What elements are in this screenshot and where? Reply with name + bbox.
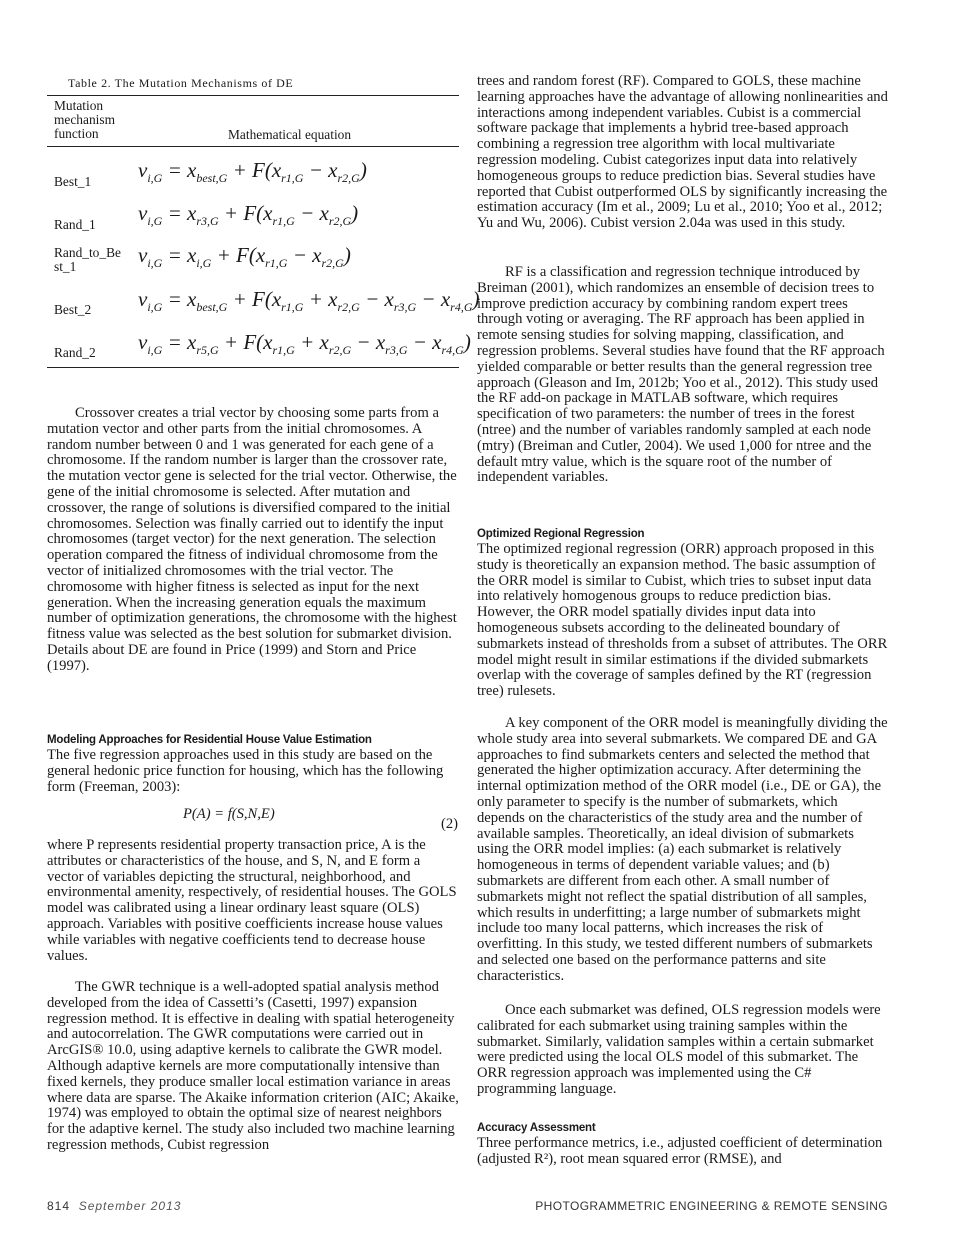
crossover-paragraph: Crossover creates a trial vector by choosing some parts from a mutation vector and other parts from the initial chromosomes. A random number between 0 and 1 was generated for each gene of a chromosome. If the random number is larger than the crossover rate, the mutation vector gene is selected for the trial vector. Otherwise, the gene of the initial chromosome is selected. After mutation and crossover, the range of solutions is diversified compared to the initial chromosomes. Selection was finally carried out to identify the input chromosomes (target vector) for the next generation. The selection operation compared the fitness of individual chromosome from the vector of initialized chromosomes with the trial vector. The chromosome with higher fitness is selected as input for the next generation. When the increasing generation equals the maximum number of optimization generations, the chromosome with the highest fitness value was selected as the best solution for submarket division. Details about DE are found in Price (1999) and Storn and Price (1997). xyxy=(47,405,457,674)
mechanism-rand-1: Rand_1 xyxy=(54,217,96,232)
mechanism-best-1: Best_1 xyxy=(54,174,92,189)
cubist-paragraph: trees and random forest (RF). Compared to GOLS, these machine learning approaches have the advantage of allowing nonlinearities and interactions among independent variables. Cubist is a commercial software package that implements a hybrid tree-based approach combining a regression tree algorithm with local multivariate regression modeling. Cubist categorizes input data into relatively homogeneous groups to reduce prediction bias. Several studies have reported that Cubist outperformed OLS by significantly increasing the estimation accuracy (Im et al., 2009; Lu et al., 2010; Yoo et al., 2012; Yu and Wu, 2006). Cubist version 2.04a was used in this study. xyxy=(477,73,888,232)
mechanism-rand-2: Rand_2 xyxy=(54,345,96,360)
modeling-intro-paragraph: The five regression approaches used in this study are based on the general hedonic price function for housing, which has the following form (Freeman, 2003): xyxy=(47,747,444,795)
formula-explanation-paragraph: where P represents residential property transaction price, A is the attributes or characteristics of the house, and S, N, and E form a vector of variables depicting the structural, neighborhood, and environmental amenity, respectively, of residential houses. The GOLS model was calibrated using a linear ordinary least square (OLS) approach. Variables with positive coefficients increase house values while variables with negative coefficients tend to decrease house values. xyxy=(47,837,457,964)
equation-number: (2) xyxy=(441,816,459,832)
equation-best-2: $v_{i,G} = x_{best,G} + F(x_{r1,G} + x_{r2,G} - x_{r3,G} - x_{r4,G})$ xyxy=(138,287,480,315)
equation-rand-2: $v_{i,G} = x_{r5,G} + F(x_{r1,G} + x_{r2,G} - x_{r3,G} - x_{r4,G})$ xyxy=(138,330,471,358)
footer-left xyxy=(47,1199,181,1213)
table-title: Table 2. The Mutation Mechanisms of DE xyxy=(68,76,294,90)
heading-accuracy-assessment: Accuracy Assessment xyxy=(477,1122,596,1134)
table-header-rule xyxy=(47,146,459,147)
issue-date: September 2013 xyxy=(78,1199,182,1213)
gwr-paragraph: The GWR technique is a well-adopted spatial analysis method developed from the idea of Cassetti’s (Casetti, 1997) expansion regression method. It is effective in dealing with spatial heterogeneity and autocorrelation. The GWR computations were carried out in ArcGIS® 10.0, using adaptive kernels to calibrate the GWR model. Although adaptive kernels are more computationally intensive than fixed kernels, they produce smaller local estimation variance in areas where data are sparse. The Akaike information criterion (AIC; Akaike, 1974) was employed to obtain the optimal size of nearest neighbors for the adaptive kernel. The study also included two machine learning regression methods, Cubist regression xyxy=(47,979,459,1153)
orr-paragraph-1: The optimized regional regression (ORR) approach proposed in this study is theoretically an expansion method. The basic assumption of the ORR model is similar to Cubist, which tries to subset input data into relatively homogenous groups to reduce prediction bias. However, the ORR model spatially divides input data into homogeneous subsets according to the delineated boundary of submarkets instead of thresholds from a subset of attributes. The ORR model might result in similar estimations if the divided submarkets overlap with the coverage of samples defined by the RT (regression tree) rulesets. xyxy=(477,541,888,700)
table-top-rule xyxy=(47,95,459,96)
equation-rand-to-best-1: $v_{i,G} = x_{i,G} + F(x_{r1,G} - x_{r2,G})$ xyxy=(138,243,351,271)
table-header-mechanism: Mutation mechanism function xyxy=(54,98,115,141)
equation-best-1: $v_{i,G} = x_{best,G} + F(x_{r1,G} - x_{r2,G})$ xyxy=(138,158,367,186)
equation-rand-1: $v_{i,G} = x_{r3,G} + F(x_{r1,G} - x_{r2,G})$ xyxy=(138,201,359,229)
mechanism-rand-to-best-1: Rand_to_Best_1 xyxy=(54,245,121,274)
table-bottom-rule xyxy=(47,367,459,368)
accuracy-paragraph: Three performance metrics, i.e., adjusted coefficient of determination (adjusted R²), root mean squared error (RMSE), and xyxy=(477,1135,883,1167)
journal-name: PHOTOGRAMMETRIC ENGINEERING & REMOTE SENSING xyxy=(535,1199,888,1213)
page-number: 814 xyxy=(47,1199,71,1213)
heading-modeling-approaches: Modeling Approaches for Residential House Value Estimation xyxy=(47,734,372,746)
heading-optimized-regional-regression: Optimized Regional Regression xyxy=(477,528,645,540)
table-header-equation: Mathematical equation xyxy=(228,127,352,142)
mechanism-best-2: Best_2 xyxy=(54,302,92,317)
hedonic-formula: P(A) = f(S,N,E) xyxy=(183,806,275,822)
orr-paragraph-2: A key component of the ORR model is meaningfully dividing the whole study area into several submarkets. We compared DE and GA approaches to find submarkets centers and selected the method that generated the higher optimization accuracy. After determining the internal optimization method of the ORR model (i.e., DE or GA), the only parameter to specify is the number of submarkets, which depends on the characteristics of the study area and the number of available samples. Theoretically, an ideal division of submarkets using the ORR model implies: (a) each submarket is relatively homogeneous in terms of dependent variable values; and (b) submarkets are different from each other. A small number of submarkets might not reflect the spatial distribution of all samples, which results in underfitting; a large number of submarkets might include too many local patterns, which increases the risk of overfitting. In this study, we tested different numbers of submarkets and selected one based on the performance patterns and site characteristics. xyxy=(477,715,888,984)
orr-paragraph-3: Once each submarket was defined, OLS regression models were calibrated for each submarket using training samples within the submarket. Similarly, validation samples within a certain submarket were predicted using the local OLS model of this submarket. The ORR regression approach was implemented using the C# programming language. xyxy=(477,1002,881,1097)
rf-paragraph: RF is a classification and regression technique introduced by Breiman (2001), which randomizes an ensemble of decision trees to improve prediction accuracy by combining random expert trees through voting or averaging. The RF approach has been applied in remote sensing studies for solving mapping, classification, and regression problems. Several studies have found that the RF approach yielded comparable or better results than the general regression tree approach (Gleason and Im, 2012b; Yoo et al., 2012). This study used the RF add-on package in MATLAB software, which requires specification of two parameters: the number of trees in the forest (ntree) and the number of variables randomly sampled at each node (mtry) (Breiman and Cutler, 2004). We used 1,000 for ntree and the default mtry value, which is the square root of the number of independent variables. xyxy=(477,264,885,486)
